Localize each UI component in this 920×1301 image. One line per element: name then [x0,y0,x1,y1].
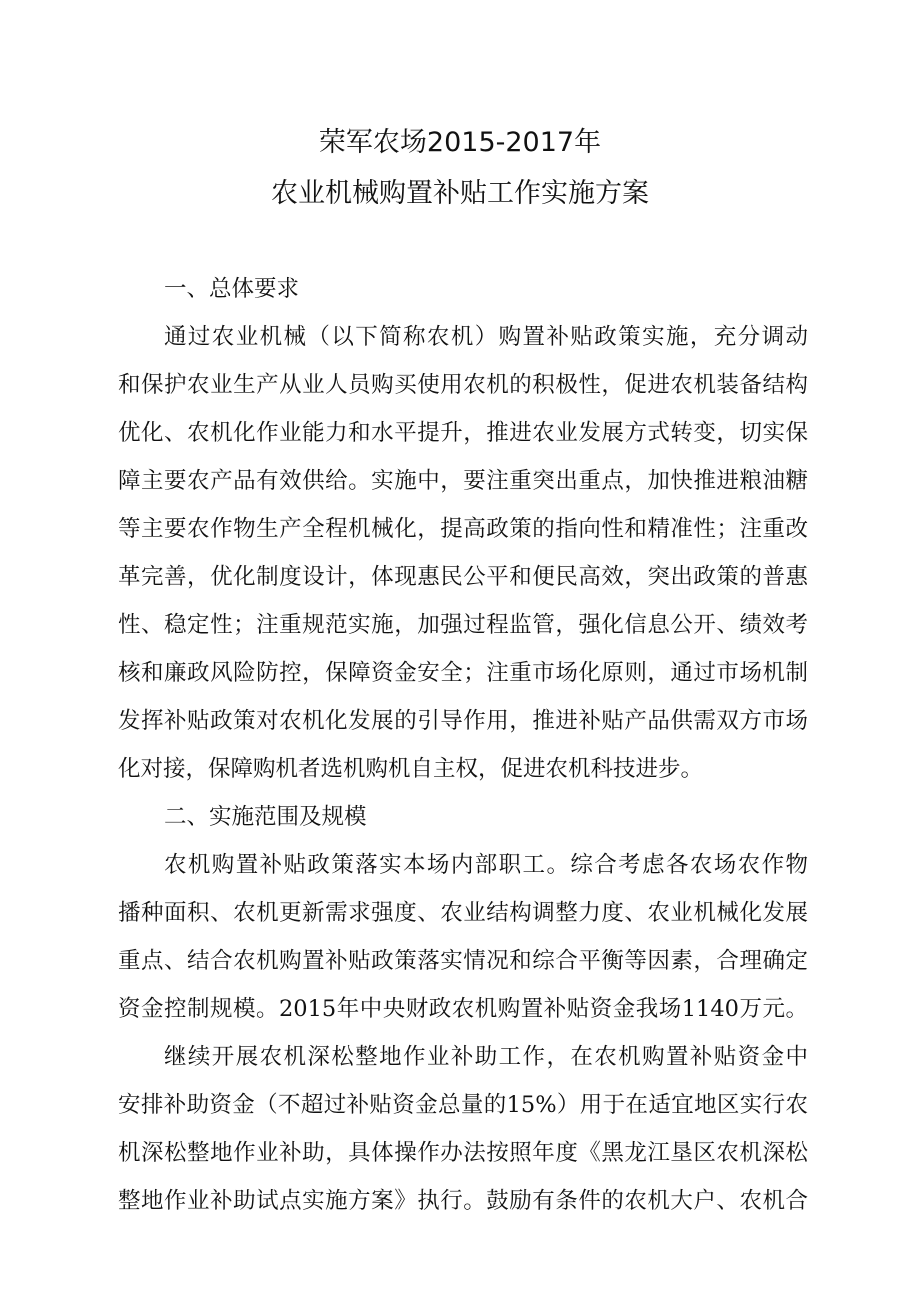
paragraph-line: 农机购置补贴政策落实本场内部职工。综合考虑各农场农作物 [164,852,808,878]
paragraph-line: 安排补助资金（不超过补贴资金总量的15%）用于在适宜地区实行农 [118,1092,808,1118]
document-title-line-2: 农业机械购置补贴工作实施方案 [271,178,649,209]
section-2-heading: 二、实施范围及规模 [164,804,367,830]
paragraph-line: 通过农业机械（以下简称农机）购置补贴政策实施，充分调动 [164,324,808,350]
paragraph-line: 化对接，保障购机者选机购机自主权，促进农机科技进步。 [118,756,704,782]
paragraph-line: 整地作业补助试点实施方案》执行。鼓励有条件的农机大户、农机合 [118,1188,808,1214]
paragraph-line: 优化、农机化作业能力和水平提升，推进农业发展方式转变，切实保 [118,420,808,446]
document-body [118,265,808,1225]
paragraph-line: 等主要农作物生产全程机械化，提高政策的指向性和精准性；注重改 [118,516,808,542]
section-1-heading: 一、总体要求 [164,276,300,302]
paragraph-line: 革完善，优化制度设计，体现惠民公平和便民高效，突出政策的普惠 [118,564,808,590]
paragraph-line: 资金控制规模。2015年中央财政农机购置补贴资金我场1140万元。 [118,996,808,1022]
document-title-line-1: 荣军农场2015-2017年 [318,127,602,158]
paragraph-line: 发挥补贴政策对农机化发展的引导作用，推进补贴产品供需双方市场 [118,708,808,734]
paragraph-line: 继续开展农机深松整地作业补助工作，在农机购置补贴资金中 [164,1044,808,1070]
paragraph-line: 机深松整地作业补助，具体操作办法按照年度《黑龙江垦区农机深松 [118,1140,808,1166]
paragraph-line: 性、稳定性；注重规范实施，加强过程监管，强化信息公开、绩效考 [118,612,808,638]
paragraph-line: 核和廉政风险防控，保障资金安全；注重市场化原则，通过市场机制 [118,660,808,686]
paragraph-line: 障主要农产品有效供给。实施中，要注重突出重点，加快推进粮油糖 [118,468,808,494]
paragraph-line: 和保护农业生产从业人员购买使用农机的积极性，促进农机装备结构 [118,372,808,398]
paragraph-line: 播种面积、农机更新需求强度、农业结构调整力度、农业机械化发展 [118,900,808,926]
paragraph-line: 重点、结合农机购置补贴政策落实情况和综合平衡等因素，合理确定 [118,948,808,974]
